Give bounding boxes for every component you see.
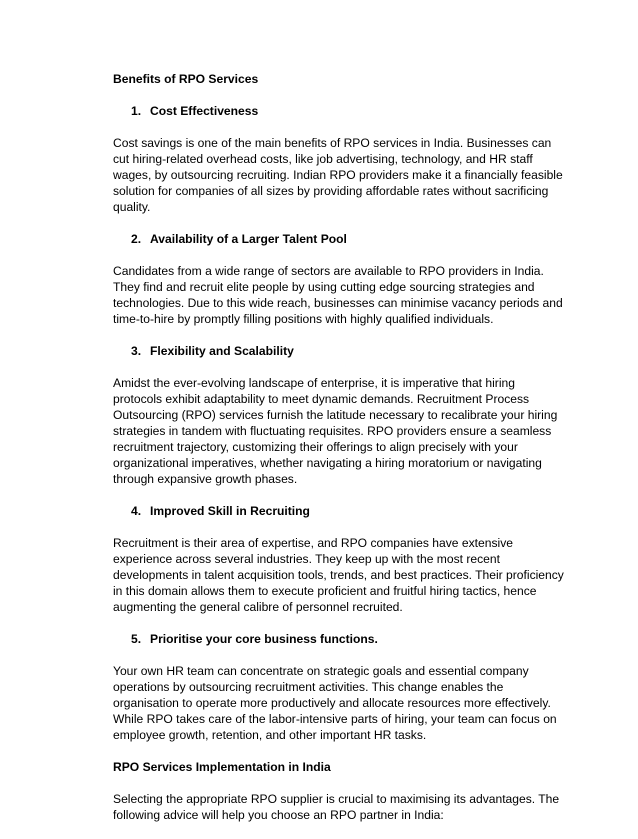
list-number: 3.: [131, 344, 142, 358]
benefit-heading-talent-pool: [131, 231, 565, 247]
benefit-section-1: [113, 103, 565, 215]
list-number: 1.: [131, 104, 142, 118]
implementation-heading: RPO Services Implementation in India: [113, 760, 331, 774]
benefit-heading-text: Prioritise your core business functions.: [150, 632, 378, 646]
benefit-paragraph: Cost savings is one of the main benefits of RPO services in India. Businesses can cut hiring-related overhead costs, like job advertising, technology, and HR staff wages, by outsourcing recruiting. Indian RPO providers make it a financially feasible solution for companies of all sizes by providing affordable rates without sacrificing quality.: [113, 136, 563, 214]
page-title: Benefits of RPO Services: [113, 72, 259, 86]
document-page: [113, 71, 565, 839]
benefit-paragraph: Amidst the ever-evolving landscape of enterprise, it is imperative that hiring protocols exhibit adaptability to meet dynamic demands. Recruitment Process Outsourcing (RPO) services furnish the latitude necessary to recalibrate your hiring strategies in tandem with fluctuating requisites. RPO providers ensure a seamless recruitment trajectory, customizing their offerings to align precisely with your organizational imperatives, whether navigating a hiring moratorium or navigating through expansive growth phases.: [113, 376, 558, 486]
list-number: 2.: [131, 232, 142, 246]
benefit-heading-text: Cost Effectiveness: [150, 104, 259, 118]
list-number: 4.: [131, 504, 142, 518]
benefit-section-4: [113, 503, 565, 615]
benefit-heading-text: Flexibility and Scalability: [150, 344, 294, 358]
benefit-heading-skill: [131, 503, 565, 519]
benefit-section-5: [113, 631, 565, 743]
benefit-paragraph: Candidates from a wide range of sectors are available to RPO providers in India. They find and recruit elite people by using cutting edge sourcing strategies and technologies. Due to this wide reach, businesses can minimise vacancy periods and time-to-hire by promptly filling positions with highly qualified individuals.: [113, 264, 563, 326]
benefit-heading-flexibility: [131, 343, 565, 359]
benefit-heading-cost-effectiveness: [131, 103, 565, 119]
implementation-paragraph: Selecting the appropriate RPO supplier is crucial to maximising its advantages. The following advice will help you choose an RPO partner in India:: [113, 792, 560, 822]
benefit-heading-text: Improved Skill in Recruiting: [150, 504, 310, 518]
list-number: 5.: [131, 632, 142, 646]
benefit-section-3: [113, 343, 565, 487]
benefit-heading-core-functions: [131, 631, 565, 647]
benefit-paragraph: Recruitment is their area of expertise, and RPO companies have extensive experience across several industries. They keep up with the most recent developments in talent acquisition tools, trends, and best practices. Their proficiency in this domain allows them to execute proficient and fruitful hiring tactics, hence augmenting the general calibre of personnel recruited.: [113, 536, 564, 614]
benefit-paragraph: Your own HR team can concentrate on strategic goals and essential company operations by outsourcing recruitment activities. This change enables the organisation to operate more productively and allocate resources more effectively. While RPO takes care of the labor-intensive parts of hiring, your team can focus on employee growth, retention, and other important HR tasks.: [113, 664, 557, 742]
benefit-section-2: [113, 231, 565, 327]
benefit-heading-text: Availability of a Larger Talent Pool: [150, 232, 347, 246]
